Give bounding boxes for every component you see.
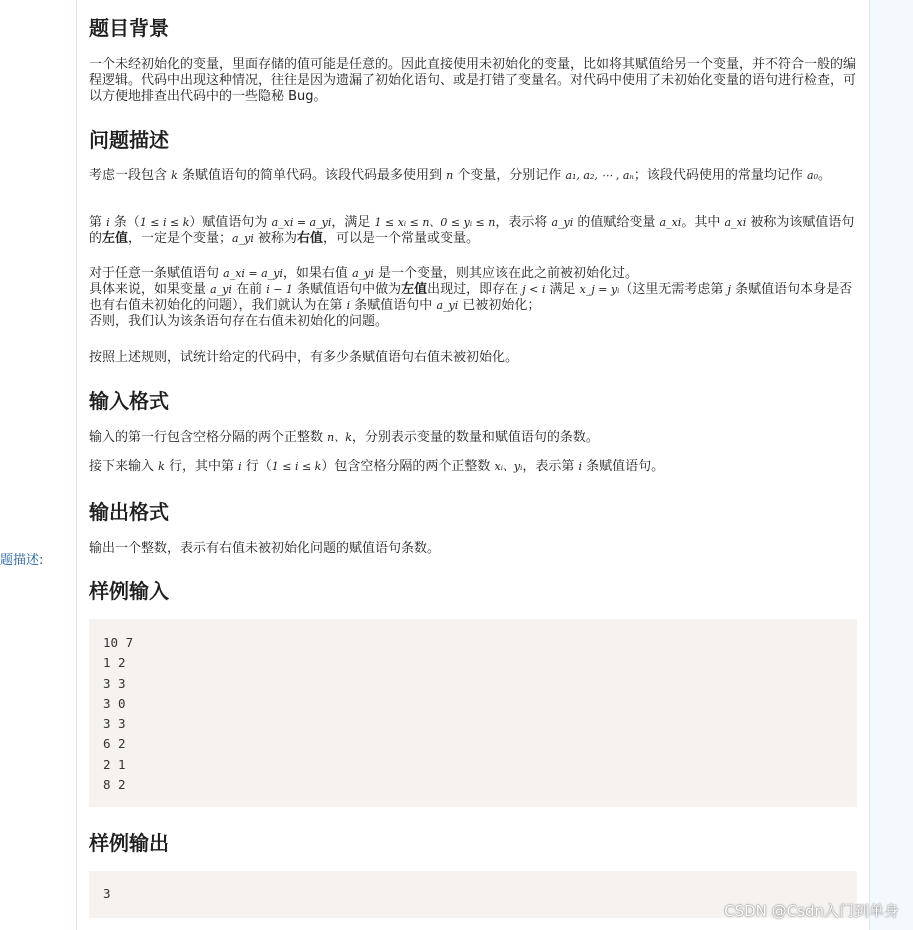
input-format-title: 输入格式 xyxy=(89,389,169,413)
sample-input-line: 8 2 xyxy=(103,777,126,793)
sample-input-title: 样例输入 xyxy=(89,579,169,603)
input-format-paragraph-1: 输入的第一行包含空格分隔的两个正整数 n、k，分别表示变量的数量和赋值语句的条数。 xyxy=(89,430,599,445)
sample-input-line: 6 2 xyxy=(103,736,126,752)
sample-input-line: 10 7 xyxy=(103,635,134,650)
output-format-title: 输出格式 xyxy=(89,500,169,524)
sample-input-line: 3 3 xyxy=(103,675,126,691)
sample-output-line: 3 xyxy=(103,886,111,901)
output-format-text: 输出一个整数，表示有右值未被初始化问题的赋值语句条数。 xyxy=(89,541,441,556)
sample-output-title: 样例输出 xyxy=(89,831,169,855)
background-title: 题目背景 xyxy=(89,16,169,40)
sample-input-line: 3 0 xyxy=(103,695,126,711)
description-paragraph-3: 对于任意一条赋值语句 a_xi = a_yi，如果右值 a_yi 是一个变量，则其应该在此之前被初始化过。 具体来说，如果变量 a_yi 在前 i − 1 条赋值语句中做为左值出现过，即存在 j < i 满足 x_j = yᵢ（这里无需考虑第 j 条赋值语句本身是否也有右值未初始化的问题），我们就认为在第 i 条赋值语句中 a_yi 已被初始化； 否则，我们认为该条语句存在右值未初始化的问题。 xyxy=(89,266,853,329)
description-paragraph-4: 按照上述规则，试统计给定的代码中，有多少条赋值语句右值未被初始化。 xyxy=(89,350,519,365)
description-paragraph-2: 第 i 条（1 ≤ i ≤ k）赋值语句为 a_xi = a_yi，满足 1 ≤ xᵢ ≤ n、0 ≤ yᵢ ≤ n，表示将 a_yi 的值赋给变量 a_xi。其中 a_xi 被称为该赋值语句的左值，一定是个变量；a_yi 被称为右值，可以是一个常量或变量。 xyxy=(89,215,855,246)
right-scroll-rail xyxy=(869,0,913,930)
problem-description-label: 题描述: xyxy=(0,553,44,568)
input-format-paragraph-2: 接下来输入 k 行，其中第 i 行（1 ≤ i ≤ k）包含空格分隔的两个正整数 xᵢ、yᵢ，表示第 i 条赋值语句。 xyxy=(89,459,665,474)
sample-input-line: 1 2 xyxy=(103,655,126,671)
sample-input-line: 2 1 xyxy=(103,756,126,772)
sample-input-line: 3 3 xyxy=(103,716,126,732)
background-text: 一个未经初始化的变量，里面存储的值可能是任意的。因此直接使用未初始化的变量，比如将其赋值给另一个变量，并不符合一般的编程逻辑。代码中出现这种情况，往往是因为遗漏了初始化语句、或是打错了变量名。对代码中使用了未初始化变量的语句进行检查，可以方便地排查出代码中的一些隐秘 Bug。 xyxy=(89,57,857,104)
sample-input-codebox xyxy=(89,619,857,807)
description-title: 问题描述 xyxy=(89,128,169,152)
csdn-watermark: CSDN @Csdn入门到单身 xyxy=(724,902,899,920)
description-paragraph-1: 考虑一段包含 k 条赋值语句的简单代码。该段代码最多使用到 n 个变量，分别记作 a₁, a₂, ⋯ , aₙ；该段代码使用的常量均记作 a₀。 xyxy=(89,168,831,183)
